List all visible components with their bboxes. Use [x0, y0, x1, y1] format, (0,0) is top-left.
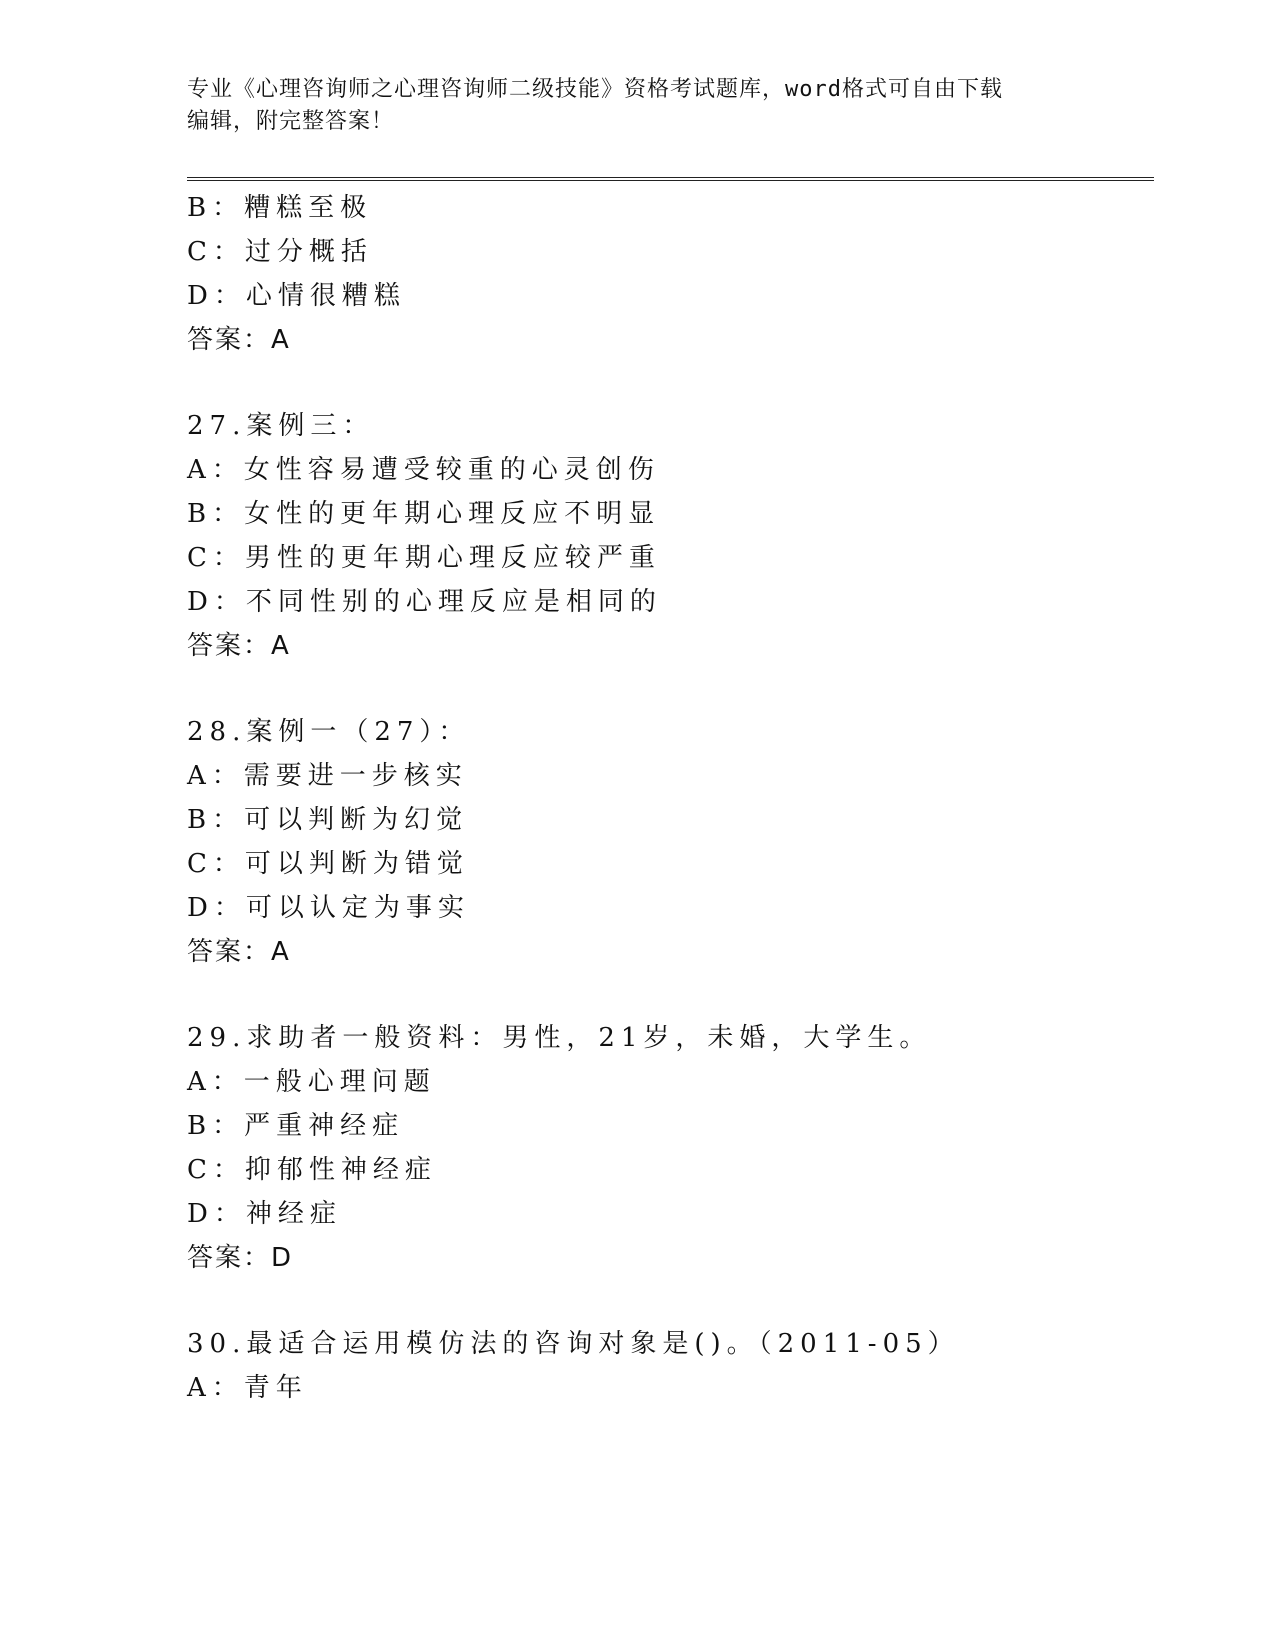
q26-option-c: C：过分概括: [187, 237, 373, 267]
q28-stem: 28.案例一（27）：: [187, 717, 471, 747]
q26-answer: 答案：A: [187, 325, 291, 355]
q28-option-b: B：可以判断为幻觉: [187, 805, 469, 835]
q29-option-a: A：一般心理问题: [187, 1067, 436, 1097]
q28-option-c: C：可以判断为错觉: [187, 849, 469, 879]
q26-option-b: B：糟糕至极: [187, 193, 373, 223]
q27-stem: 27.案例三：: [187, 411, 375, 441]
q27-option-b: B：女性的更年期心理反应不明显: [187, 499, 661, 529]
header-divider: [187, 177, 1154, 181]
q27-option-d: D：不同性别的心理反应是相同的: [187, 587, 662, 617]
q27-answer: 答案：A: [187, 631, 291, 661]
q28-answer: 答案：A: [187, 937, 291, 967]
header-line-1: 专业《心理咨询师之心理咨询师二级技能》资格考试题库，word格式可自由下载: [187, 77, 1003, 102]
document-header: [187, 74, 1087, 138]
q28-option-a: A：需要进一步核实: [187, 761, 468, 791]
q29-option-b: B：严重神经症: [187, 1111, 405, 1141]
q29-option-d: D：神经症: [187, 1199, 342, 1229]
q26-option-d: D：心情很糟糕: [187, 281, 406, 311]
q29-stem: 29.求助者一般资料：男性，21岁，未婚，大学生。: [187, 1023, 932, 1053]
q27-option-c: C：男性的更年期心理反应较严重: [187, 543, 661, 573]
q27-option-a: A：女性容易遭受较重的心灵创伤: [187, 455, 660, 485]
q28-option-d: D：可以认定为事实: [187, 893, 470, 923]
q29-option-c: C：抑郁性神经症: [187, 1155, 437, 1185]
q30-option-a: A：青年: [187, 1373, 308, 1403]
header-line-2: 编辑，附完整答案！: [187, 109, 395, 134]
q30-stem: 30.最适合运用模仿法的咨询对象是()。（2011-05）: [187, 1329, 960, 1359]
q29-answer: 答案：D: [187, 1243, 294, 1273]
